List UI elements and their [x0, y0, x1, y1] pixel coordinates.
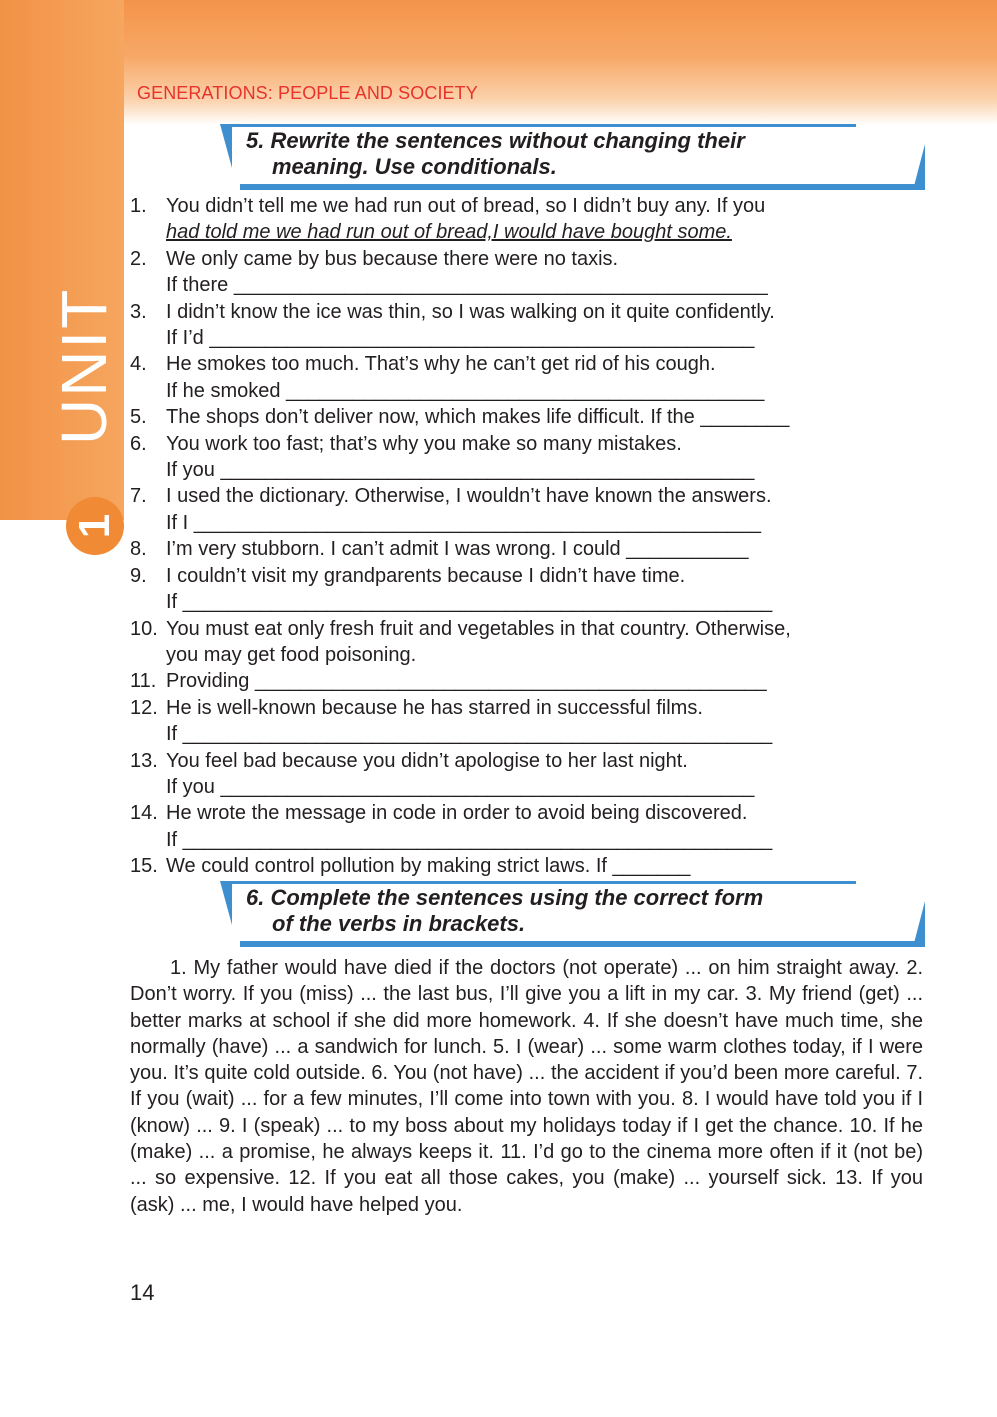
item-prompt: If you ________________________________________________: [166, 775, 755, 798]
title-bar-top: [226, 881, 856, 884]
item-number: 12.: [130, 696, 158, 719]
item-number: 11.: [130, 670, 157, 693]
item-number: 3.: [130, 300, 147, 323]
title-bar-bottom: [240, 184, 925, 190]
example-answer: had told me we had run out of bread,I would have bought some.: [166, 221, 732, 244]
top-decorative-band: [0, 0, 997, 125]
unit-label: UNIT: [48, 287, 120, 445]
item-text: I couldn’t visit my grandparents because I didn’t have time.: [166, 564, 686, 587]
list-item: [130, 351, 920, 404]
item-number: 9.: [130, 564, 147, 587]
item-text: I’m very stubborn. I can’t admit I was wrong. I could ___________: [166, 538, 749, 561]
exercise-5-title: [220, 124, 925, 196]
list-item: [130, 695, 920, 748]
page-number: 14: [130, 1280, 155, 1305]
exercise-6-paragraph: 1. My father would have died if the doctors (not operate) ... on him straight away. 2. Don’t worry. If you (miss) ... the last bus, I’ll give you a lift in my car. 3. My friend (get) ... better marks at school if she did more homework. 4. If she doesn’t have much time, she normally (have) ... a sandwich for lunch. 5. I (wear) ... some warm clothes today, if I were you. It’s quite cold outside. 6. You (not have) ... the accident if you’d been more careful. 7. If you (wait) ... for a few minutes, I’ll come into town with you. 8. I would have told you if I (know) ... 9. I (speak) ... to my boss about my holidays today if I get the chance. 10. If he (make) ... a promise, he always keeps it. 11. I’d go to the cinema more often if it (not be) ... so expensive. 12. If you eat all those cakes, you (make) ... yourself sick. 13. If you (ask) ... me, I would have helped you.: [130, 957, 923, 1216]
item-number: 14.: [130, 802, 158, 825]
item-text: You didn’t tell me we had run out of bread, so I didn’t buy any. If you: [166, 195, 766, 217]
item-number: 1.: [130, 195, 147, 217]
list-item: [130, 193, 920, 246]
exercise-5-title-text: [246, 128, 745, 180]
exercise-5-title-line2: meaning. Use conditionals.: [272, 154, 557, 179]
item-prompt: If there ________________________________________________: [166, 274, 768, 297]
item-number: 15.: [130, 855, 158, 878]
item-text: He wrote the message in code in order to avoid being discovered.: [166, 802, 748, 825]
exercise-5-title-line1: 5. Rewrite the sentences without changing their: [246, 128, 745, 153]
exercise-6-title: [220, 881, 925, 953]
item-text: He is well-known because he has starred in successful films.: [166, 696, 703, 719]
item-prompt: you may get food poisoning.: [166, 643, 417, 666]
item-text: Providing ______________________________________________: [166, 670, 767, 693]
item-number: 13.: [130, 749, 158, 772]
item-prompt: If _____________________________________________________: [166, 723, 773, 746]
item-text: We could control pollution by making strict laws. If _______: [166, 855, 691, 878]
unit-number: 1: [70, 513, 119, 539]
list-item: [130, 748, 920, 801]
list-item: [130, 668, 920, 694]
list-item: [130, 483, 920, 536]
item-prompt: If you ________________________________________________: [166, 459, 755, 482]
list-item: [130, 536, 920, 562]
list-item: [130, 800, 920, 853]
item-number: 6.: [130, 432, 147, 455]
title-bar-top: [226, 124, 856, 127]
item-prompt: If _____________________________________________________: [166, 828, 773, 851]
item-number: 8.: [130, 538, 147, 561]
item-prompt: If I ___________________________________________________: [166, 511, 762, 534]
item-text: You feel bad because you didn’t apologise to her last night.: [166, 749, 688, 772]
list-item: [130, 246, 920, 299]
list-item: [130, 404, 920, 430]
list-item: [130, 563, 920, 616]
item-prompt: If _____________________________________________________: [166, 591, 773, 614]
item-prompt: If I’d _________________________________________________: [166, 327, 755, 350]
exercise-6-title-line2: of the verbs in brackets.: [272, 911, 526, 936]
title-bar-bottom: [240, 941, 925, 947]
section-header: GENERATIONS: PEOPLE AND SOCIETY: [137, 83, 478, 103]
item-text: You must eat only fresh fruit and vegetables in that country. Otherwise,: [166, 617, 791, 640]
item-text: I didn’t know the ice was thin, so I was walking on it quite confidently.: [166, 300, 775, 323]
title-wedge-left: [220, 881, 232, 925]
list-item: [130, 853, 920, 879]
item-text: We only came by bus because there were no taxis.: [166, 247, 619, 270]
item-number: 4.: [130, 353, 147, 376]
item-prompt: If he smoked ___________________________________________: [166, 379, 765, 402]
exercise-6-title-line1: 6. Complete the sentences using the correct form: [246, 885, 764, 910]
exercise-6-title-text: [246, 885, 763, 937]
unit-number-badge: [66, 497, 124, 555]
item-text: You work too fast; that’s why you make so many mistakes.: [166, 432, 682, 455]
exercise-5-list: [130, 193, 920, 880]
list-item: [130, 299, 920, 352]
item-text: The shops don’t deliver now, which makes life difficult. If the ________: [166, 406, 790, 429]
item-text: He smokes too much. That’s why he can’t get rid of his cough.: [166, 353, 716, 376]
title-wedge-left: [220, 124, 232, 168]
item-text: I used the dictionary. Otherwise, I wouldn’t have known the answers.: [166, 485, 772, 508]
item-number: 5.: [130, 406, 147, 429]
list-item: [130, 431, 920, 484]
item-number: 7.: [130, 485, 147, 508]
item-number: 2.: [130, 247, 147, 270]
list-item: [130, 616, 920, 669]
item-number: 10.: [130, 617, 158, 640]
